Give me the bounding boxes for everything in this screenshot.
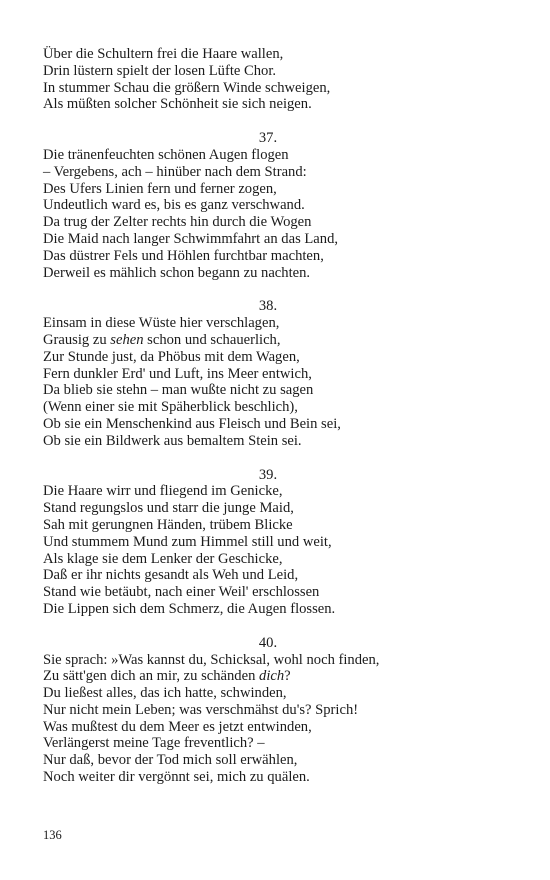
verse-line	[43, 769, 483, 786]
verse-line	[43, 332, 483, 349]
verse-text: schon und schauerlich,	[143, 331, 281, 348]
verse-text: Was mußtest du dem Meer es jetzt entwinden,	[43, 718, 312, 735]
verse-text: Grausig zu	[43, 331, 111, 348]
verse-text: Die tränenfeuchten schönen Augen flogen	[43, 146, 289, 163]
verse-text: Da blieb sie stehn – man wußte nicht zu sagen	[43, 382, 314, 399]
stanza	[43, 46, 483, 113]
verse-line	[43, 719, 483, 736]
verse-text: Die Maid nach langer Schwimmfahrt an das Land,	[43, 230, 339, 247]
verse-line	[43, 668, 483, 685]
verse-line	[43, 265, 483, 282]
verse-line	[43, 96, 483, 113]
verse-text: Drin lüstern spielt der losen Lüfte Chor.	[43, 62, 277, 79]
verse-text: Daß er ihr nichts gesandt als Weh und Leid,	[43, 567, 299, 584]
stanza-number: 38.	[258, 298, 278, 315]
verse-line	[43, 702, 483, 719]
verse-line	[43, 567, 483, 584]
verse-text: Undeutlich ward es, bis es ganz verschwand.	[43, 197, 305, 214]
verse-text: Nur nicht mein Leben; was verschmähst du's? Sprich!	[43, 701, 359, 718]
verse-line	[43, 735, 483, 752]
verse-text: Zu sätt'gen dich an mir, zu schänden	[43, 668, 260, 685]
verse-line	[43, 315, 483, 332]
verse-line	[43, 181, 483, 198]
verse-line	[43, 500, 483, 517]
verse-text: Sah mit gerungnen Händen, trübem Blicke	[43, 516, 293, 533]
stanza	[43, 635, 483, 786]
stanza-number: 40.	[258, 634, 278, 651]
page-number: 136	[43, 828, 62, 842]
verse-line	[43, 483, 483, 500]
verse-text: – Vergebens, ach – hinüber nach dem Strand:	[43, 163, 307, 180]
verse-line	[43, 231, 483, 248]
stanza-number: 37.	[258, 130, 278, 147]
verse-line	[43, 416, 483, 433]
verse-text: Du ließest alles, das ich hatte, schwinden,	[43, 685, 287, 702]
verse-line	[43, 63, 483, 80]
verse-text: Noch weiter dir vergönnt sei, mich zu quälen.	[43, 769, 310, 786]
verse-line	[43, 197, 483, 214]
verse-line	[43, 551, 483, 568]
verse-text: In stummer Schau die größern Winde schweigen,	[43, 79, 331, 96]
verse-text: Derweil es mählich schon begann zu nachten.	[43, 264, 311, 281]
verse-text: Stand wie betäubt, nach einer Weil' erschlossen	[43, 584, 320, 601]
verse-text: Verlängerst meine Tage freventlich? –	[43, 735, 265, 752]
verse-text: Stand regungslos und starr die junge Maid,	[43, 500, 294, 517]
emphasized-word: dich	[259, 668, 285, 685]
verse-text: Über die Schultern frei die Haare wallen,	[43, 46, 284, 62]
verse-text: Als klage sie dem Lenker der Geschicke,	[43, 550, 283, 567]
stanza	[43, 467, 483, 618]
stanza	[43, 298, 483, 449]
verse-line	[43, 80, 483, 97]
verse-line	[43, 517, 483, 534]
verse-text: ?	[284, 668, 291, 685]
verse-text: Und stummem Mund zum Himmel still und weit,	[43, 533, 332, 550]
verse-text: Sie sprach: »Was kannst du, Schicksal, wohl noch finden,	[43, 651, 380, 668]
stanza	[43, 130, 483, 281]
verse-text: Als müßten solcher Schönheit sie sich neigen.	[43, 96, 312, 113]
verse-text: Des Ufers Linien fern und ferner zogen,	[43, 180, 277, 197]
verse-line	[43, 214, 483, 231]
verse-text: Einsam in diese Wüste hier verschlagen,	[43, 315, 280, 332]
verse-line	[43, 147, 483, 164]
verse-line	[43, 601, 483, 618]
verse-text: Zur Stunde just, da Phöbus mit dem Wagen,	[43, 348, 300, 365]
verse-text: Die Lippen sich dem Schmerz, die Augen flossen.	[43, 600, 336, 617]
verse-text: Da trug der Zelter rechts hin durch die Wogen	[43, 214, 312, 231]
verse-line	[43, 584, 483, 601]
verse-text: Das düstrer Fels und Höhlen furchtbar machten,	[43, 247, 324, 264]
verse-line	[43, 248, 483, 265]
emphasized-word: sehen	[110, 331, 144, 348]
verse-line	[43, 164, 483, 181]
verse-line	[43, 349, 483, 366]
verse-line	[43, 382, 483, 399]
verse-text: Die Haare wirr und fliegend im Genicke,	[43, 483, 283, 500]
verse-text: Ob sie ein Menschenkind aus Fleisch und Bein sei,	[43, 415, 341, 432]
stanza-number: 39.	[258, 466, 278, 483]
verse-line	[43, 399, 483, 416]
verse-text: Fern dunkler Erd' und Luft, ins Meer entwich,	[43, 365, 312, 382]
verse-line	[43, 752, 483, 769]
verse-text: Nur daß, bevor der Tod mich soll erwählen,	[43, 752, 298, 769]
verse-line	[43, 534, 483, 551]
verse-line	[43, 433, 483, 450]
verse-line	[43, 685, 483, 702]
verse-text: (Wenn einer sie mit Späherblick beschlich),	[43, 399, 298, 416]
verse-text: Ob sie ein Bildwerk aus bemaltem Stein sei.	[43, 432, 302, 449]
poem-page	[43, 46, 483, 786]
verse-line	[43, 46, 483, 63]
verse-line	[43, 366, 483, 383]
verse-line	[43, 652, 483, 669]
